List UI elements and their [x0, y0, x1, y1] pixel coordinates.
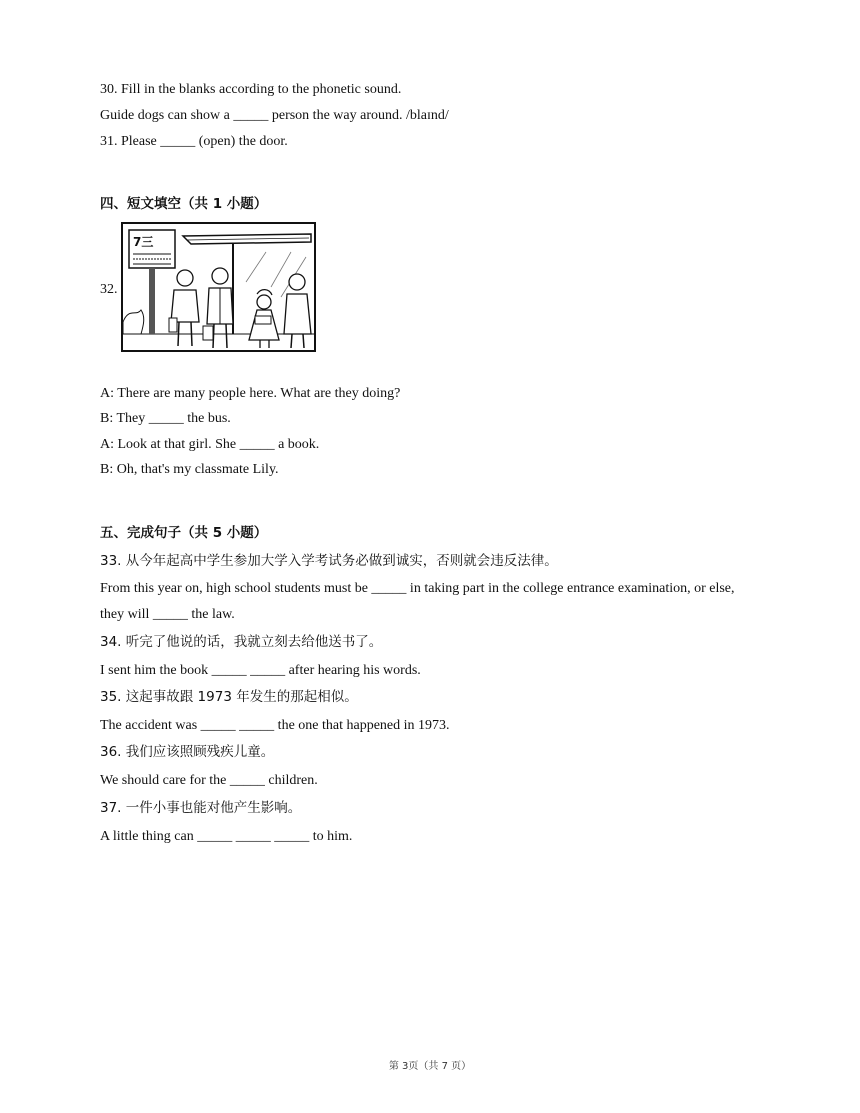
section4-heading: 四、短文填空（共 1 小题）: [100, 196, 268, 212]
bus-stop-illustration-icon: [121, 222, 316, 352]
bus-sign-text: 7三: [133, 235, 154, 249]
q35-english: The accident was _____ _____ the one that happened in 1973.: [100, 718, 450, 733]
q36-english: We should care for the _____ children.: [100, 773, 318, 788]
q35-chinese: 35. 这起事故跟 1973 年发生的那起相似。: [100, 689, 358, 705]
q34-english: I sent him the book _____ _____ after hearing his words.: [100, 663, 421, 678]
dialogue-line-3: A: Look at that girl. She _____ a book.: [100, 437, 320, 452]
dialogue-line-2: B: They _____ the bus.: [100, 411, 231, 426]
dialogue-line-1: A: There are many people here. What are they doing?: [100, 386, 401, 401]
q37-chinese: 37. 一件小事也能对他产生影响。: [100, 800, 302, 816]
section5-heading: 五、完成句子（共 5 小题）: [100, 525, 268, 541]
q30-title: 30. Fill in the blanks according to the phonetic sound.: [100, 82, 402, 97]
dialogue-line-4: B: Oh, that's my classmate Lily.: [100, 462, 279, 477]
q33-english: From this year on, high school students must be _____ in taking part in the college entrance examination, or else, they will _____ the law.: [100, 581, 735, 622]
q33-chinese: 33. 从今年起高中学生参加大学入学考试务必做到诚实，否则就会违反法律。: [100, 553, 558, 569]
q30-sentence: Guide dogs can show a _____ person the way around. /blaɪnd/: [100, 108, 449, 123]
q37-english: A little thing can _____ _____ _____ to him.: [100, 829, 353, 844]
q31: 31. Please _____ (open) the door.: [100, 134, 288, 149]
q36-chinese: 36. 我们应该照顾残疾儿童。: [100, 744, 275, 760]
page-footer: 第 3页（共 7 页）: [388, 1061, 472, 1072]
q34-chinese: 34. 听完了他说的话，我就立刻去给他送书了。: [100, 634, 383, 650]
q32-number: 32.: [100, 282, 118, 297]
